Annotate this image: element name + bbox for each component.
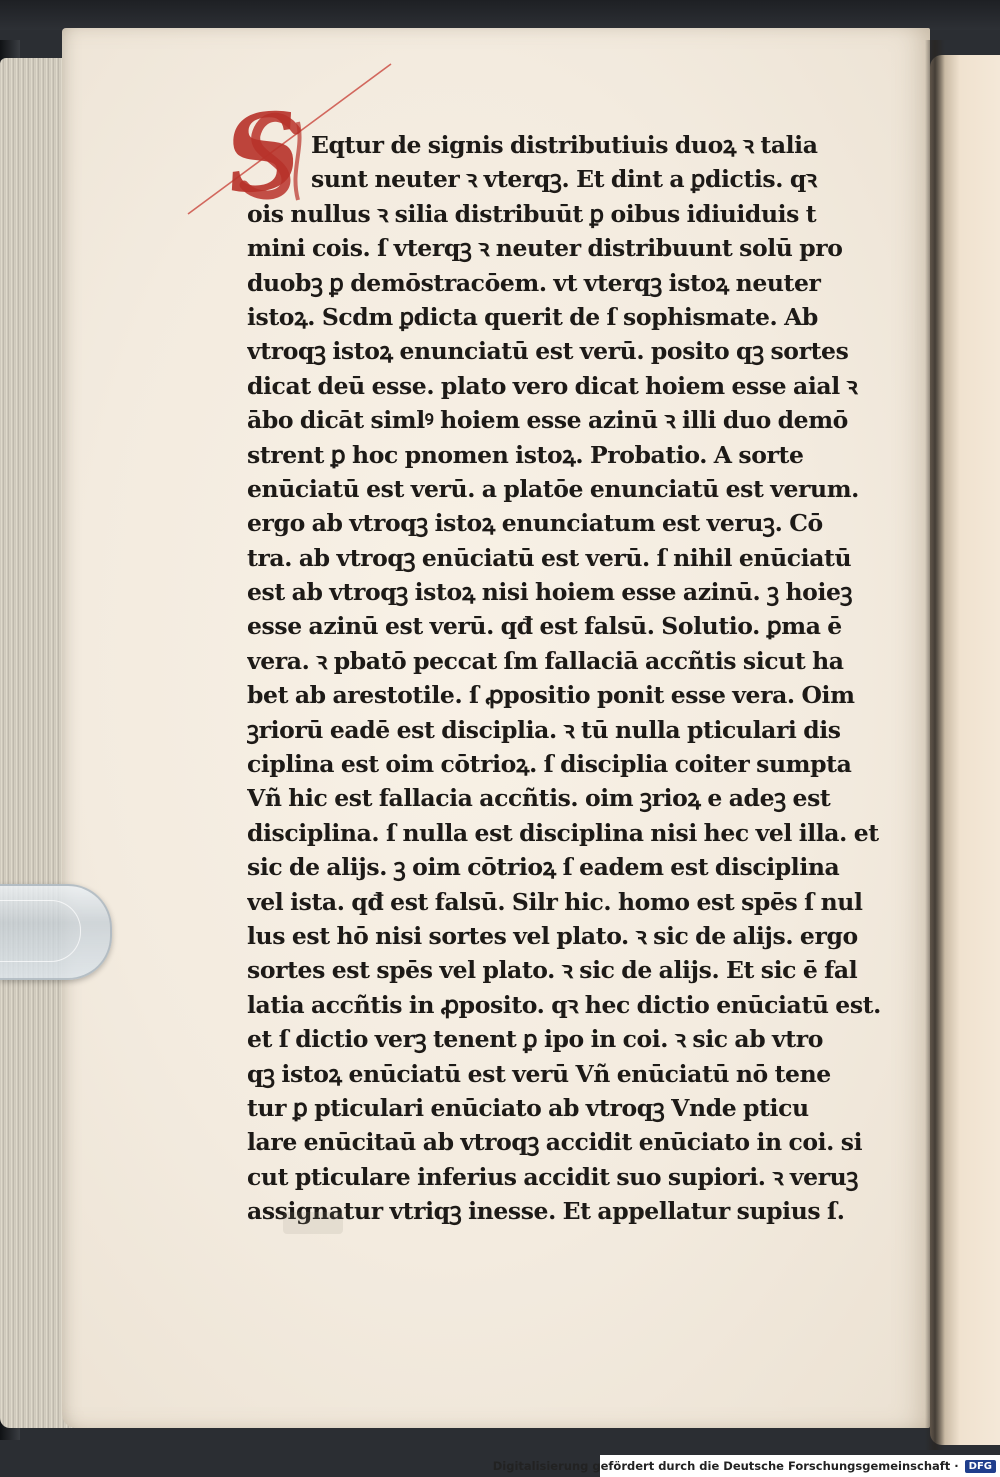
text-line: lare enūcitaū ab vtroqꝫ accidit enūciato in coi. si (247, 1128, 863, 1157)
text-line: istoꝝ. Scdm ꝑdicta querit de ſ sophismate. Ab (247, 302, 818, 331)
text-line: sic de alijs. ꝫ oim cōtrioꝝ ſ eadem est disciplina (247, 853, 840, 882)
text-line: sortes est spēs vel plato. ꝛ sic de alijs. Et sic ē fal (247, 956, 858, 985)
text-line: lus est hō nisi sortes vel plato. ꝛ sic de alijs. ergo (247, 921, 858, 950)
text-line: sunt neuter ꝛ vterqꝫ. Et dint a ꝑdictis. qꝛ (311, 165, 817, 194)
text-line: tra. ab vtroqꝫ enūciatū est verū. ſ nihil enūciatū (247, 543, 852, 572)
text-line: strent ꝑ hoc pnomen istoꝝ. Probatio. A sorte (247, 440, 804, 469)
book-gutter (925, 40, 945, 1450)
text-line: dicat deū esse. plato vero dicat hoiem esse aial ꝛ (247, 371, 858, 400)
text-line: latia accñtis in ꝓposito. qꝛ hec dictio enūciatū est. (247, 990, 881, 1019)
text-line: enūciatū est verū. a platōe enunciatū est verum. (247, 474, 859, 503)
text-line: assignatur vtriqꝫ inesse. Et appellatur supius ſ. (247, 1197, 845, 1226)
text-line: est ab vtroqꝫ istoꝝ nisi hoiem esse azinū. ꝫ hoieꝫ (247, 578, 853, 607)
text-line: vel ista. qđ est falsū. Silr hic. homo est spēs ſ nul (247, 887, 863, 916)
digitization-credit-bar (492, 1455, 1000, 1477)
faded-stamp (283, 1212, 343, 1234)
rubricated-initial: S (217, 86, 309, 219)
text-line: disciplina. ſ nulla est disciplina nisi hec vel illa. et (247, 818, 879, 847)
scanner-background (0, 0, 1000, 30)
text-line: ois nullus ꝛ silia distribuūt ꝑ oibus idiuiduis t (247, 199, 817, 228)
dfg-logo: DFG (965, 1460, 996, 1473)
text-line: ābo dicāt simlꝰ hoiem esse azinū ꝛ illi duo demō (247, 406, 848, 435)
text-line: tur ꝑ pticulari enūciato ab vtroqꝫ Vnde pticu (247, 1093, 809, 1122)
text-line: esse azinū est verū. qđ est falsū. Solutio. ꝑma ē (247, 612, 842, 641)
text-line: Vñ hic est fallacia accñtis. oim ꝫrioꝝ e adeꝫ est (247, 784, 831, 813)
glass-page-weight (0, 884, 112, 980)
digitization-credit: Digitalisierung gefördert durch die Deutsche Forschungsgemeinschaft · (492, 1459, 959, 1473)
text-line: vera. ꝛ pbatō peccat ſm fallaciā accñtis sicut ha (247, 646, 844, 675)
text-line: Eqtur de signis distributiuis duoꝝ ꝛ talia (311, 131, 818, 159)
text-line: cut pticulare inferius accidit suo supiori. ꝛ veruꝫ (247, 1162, 858, 1191)
text-block (247, 128, 887, 1229)
text-line: duobꝫ ꝑ demōstracōem. vt vterqꝫ istoꝝ neuter (247, 268, 821, 297)
text-line: ꝫriorū eadē est disciplia. ꝛ tū nulla pticulari dis (247, 715, 841, 744)
glass-page-weight-highlight (0, 900, 81, 962)
text-line: ciplina est oim cōtrioꝝ. ſ disciplia coiter sumpta (247, 750, 852, 779)
text-line: ergo ab vtroqꝫ istoꝝ enunciatum est veruꝫ. Cō (247, 509, 823, 538)
text-line: qꝫ istoꝝ enūciatū est verū Vñ enūciatū nō tene (247, 1059, 831, 1088)
text-line: mini cois. ſ vterqꝫ ꝛ neuter distribuunt solū pro (247, 234, 843, 263)
text-line: bet ab arestotile. ſ ꝓpositio ponit esse vera. Oim (247, 681, 855, 710)
text-line: et ſ dictio verꝫ tenent ꝑ ipo in coi. ꝛ sic ab vtro (247, 1025, 824, 1054)
text-line: vtroqꝫ istoꝝ enunciatū est verū. posito qꝫ sortes (247, 337, 849, 366)
